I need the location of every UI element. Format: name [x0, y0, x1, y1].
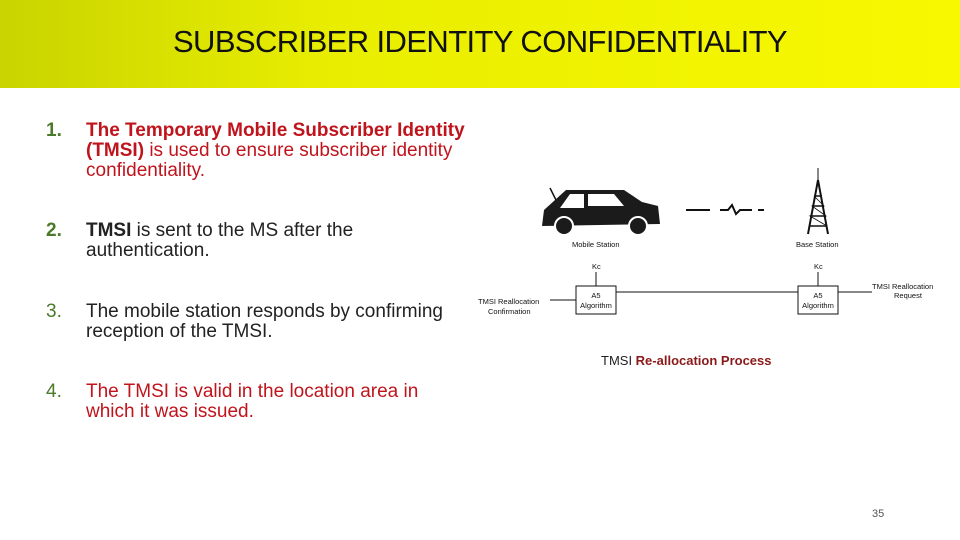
item-lead: The Temporary Mobile Subscriber Identity (TMSI)	[86, 120, 465, 161]
mobile-station-label: Mobile Station	[572, 240, 620, 249]
a5-left-line1: A5	[591, 291, 601, 300]
tower-icon	[808, 168, 828, 234]
confirm-line1: TMSI Reallocation	[478, 297, 540, 306]
kc-right-label: Kc	[814, 262, 823, 271]
list-item	[46, 121, 466, 181]
item-number: 3.	[46, 301, 62, 322]
a5-right-line1: A5	[813, 291, 823, 300]
base-station-label: Base Station	[796, 240, 839, 249]
slide-title: SUBSCRIBER IDENTITY CONFIDENTIALITY	[172, 24, 788, 59]
item-number: 2.	[46, 220, 62, 241]
item-text: The TMSI is valid in the location area in which it was issued.	[86, 381, 419, 422]
car-icon	[542, 188, 660, 235]
caption-prefix: TMSI	[601, 353, 636, 368]
item-text: The mobile station responds by confirming reception of the TMSI.	[86, 301, 443, 342]
item-number: 4.	[46, 381, 62, 402]
page-number: 35	[872, 508, 885, 520]
confirm-line2: Confirmation	[488, 307, 531, 316]
tmsi-reallocation-diagram	[474, 168, 950, 318]
list-item	[46, 382, 466, 422]
radio-link-icon	[686, 205, 764, 214]
a5-left-line2: Algorithm	[580, 301, 612, 310]
item-lead: TMSI	[86, 220, 132, 241]
item-text: is used to ensure subscriber identity confidentiality.	[86, 140, 453, 181]
caption-bold: Re-allocation Process	[635, 353, 772, 368]
a5-right-line2: Algorithm	[802, 301, 834, 310]
diagram-caption	[601, 353, 772, 368]
item-number: 1.	[46, 120, 62, 141]
list-item	[46, 302, 466, 342]
request-line2: Request	[894, 291, 922, 300]
item-text: is sent to the MS after the authentication.	[86, 220, 354, 261]
list-item	[46, 221, 466, 261]
kc-left-label: Kc	[592, 262, 601, 271]
request-line1: TMSI Reallocation	[872, 282, 934, 291]
